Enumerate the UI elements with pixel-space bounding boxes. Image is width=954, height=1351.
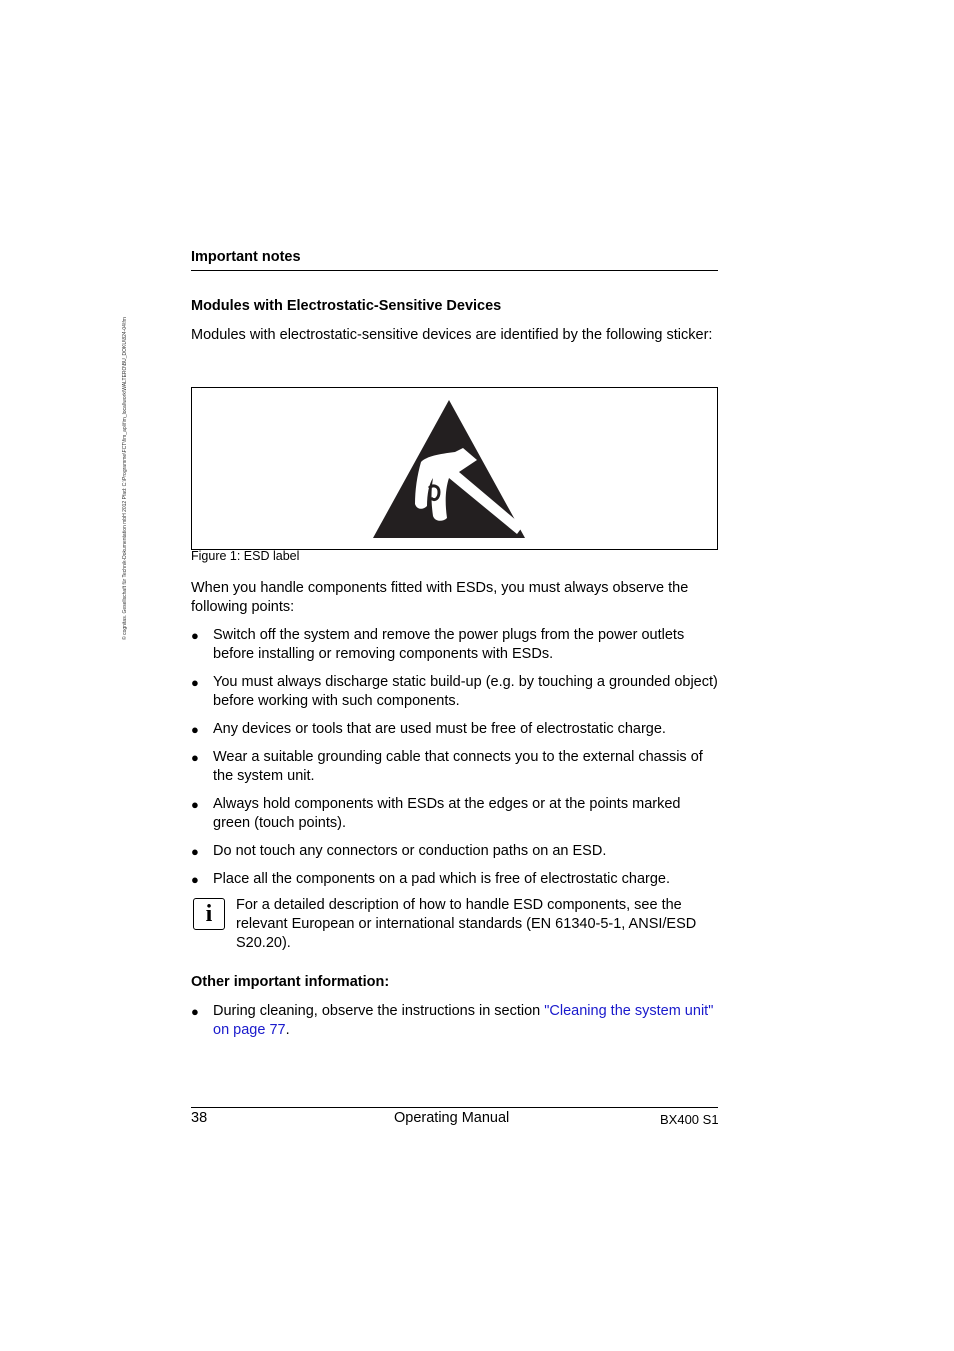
bullet-icon: ● — [191, 628, 199, 643]
header-rule — [191, 270, 718, 271]
esd-warning-icon — [373, 398, 525, 538]
footer-title: Operating Manual — [394, 1110, 510, 1126]
section-heading: Modules with Electrostatic-Sensitive Devices — [191, 298, 502, 314]
footer-rule — [191, 1107, 718, 1108]
bullet-icon: ● — [191, 675, 199, 690]
product-name: BX400 S1 — [660, 1112, 719, 1127]
observe-intro: When you handle components fitted with ESDs, you must always observe the following points: — [191, 580, 689, 615]
list-item: ● Place all the components on a pad which is free of electrostatic charge. — [191, 871, 671, 887]
page-number: 38 — [191, 1110, 208, 1126]
other-info-heading: Other important information: — [191, 974, 390, 990]
bullet-icon: ● — [191, 750, 199, 765]
bullet-icon: ● — [191, 1004, 199, 1019]
cleaning-section-link[interactable]: "Cleaning the system unit" on page 77 — [213, 1003, 714, 1038]
list-item: ● Switch off the system and remove the power plugs from the power outlets before installing or removing components with ESDs. — [191, 627, 685, 662]
info-note: For a detailed description of how to handle ESD components, see the relevant European or international standards (EN 61340-5-1, ANSI/ESD S20.20). — [236, 897, 697, 951]
list-item: ● Wear a suitable grounding cable that connects you to the external chassis of the system unit. — [191, 749, 703, 784]
side-margin-note: © cognitas. Gesellschaft für Technik-Dokumentation mbH 2012 Pfad: C:\Programme\FCT\fim_api\fim_local\work\WALTERO\BU_DOKU\824-04\fm — [122, 317, 128, 640]
list-item: ● During cleaning, observe the instructions in section "Cleaning the system unit" on page 77. — [191, 1003, 714, 1038]
other-info-list — [191, 1002, 718, 1040]
bullet-icon: ● — [191, 797, 199, 812]
bullet-icon: ● — [191, 844, 199, 859]
bullet-icon: ● — [191, 872, 199, 887]
info-icon: i — [193, 898, 225, 930]
bullet-icon: ● — [191, 722, 199, 737]
list-item: ● Do not touch any connectors or conduction paths on an ESD. — [191, 843, 607, 859]
intro-paragraph: Modules with electrostatic-sensitive devices are identified by the following sticker: — [191, 327, 713, 343]
list-item: ● You must always discharge static build-up (e.g. by touching a grounded object) before working with such components. — [191, 674, 718, 709]
list-item: ● Any devices or tools that are used must be free of electrostatic charge. — [191, 721, 666, 737]
esd-rules-list — [191, 626, 718, 889]
list-item: ● Always hold components with ESDs at the edges or at the points marked green (touch points). — [191, 796, 681, 831]
figure-caption: Figure 1: ESD label — [191, 549, 300, 563]
figure-frame — [191, 387, 718, 550]
page-header: Important notes — [191, 249, 301, 265]
